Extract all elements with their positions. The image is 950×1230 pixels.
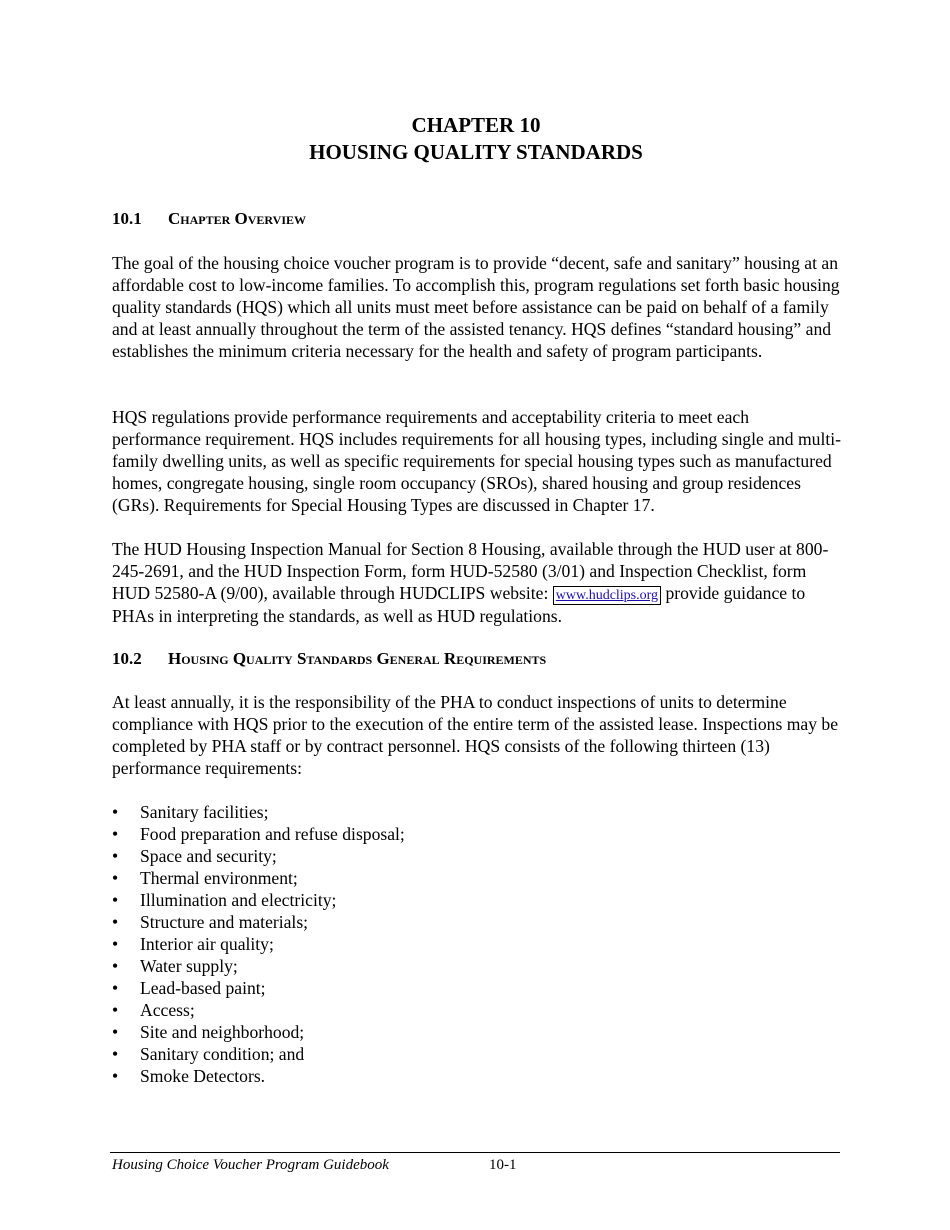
requirements-intro-paragraph: At least annually, it is the responsibility of the PHA to conduct inspections of units to determine compliance with HQS prior to the execution of the entire term of the assisted lease. Inspections may be completed by PHA staff or by contract personnel. HQS consists of the following thirteen (13) performance requirements: (112, 692, 839, 778)
bullet-icon: • (112, 1000, 119, 1020)
section-number: 10.2 (112, 649, 142, 668)
bullet-icon: • (112, 912, 119, 932)
paragraph-text: provide guidance to PHAs in interpreting the standards, as well as HUD regulations. (112, 583, 806, 626)
list-item: • Sanitary facilities; (112, 802, 269, 822)
bullet-icon: • (112, 934, 119, 954)
list-item: • Lead-based paint; (112, 978, 266, 998)
bullet-icon: • (112, 1066, 119, 1086)
footer-divider (110, 1152, 840, 1153)
bullet-icon: • (112, 846, 119, 866)
bullet-icon: • (112, 802, 119, 822)
bullet-icon: • (112, 824, 119, 844)
footer-guidebook-title: Housing Choice Voucher Program Guidebook (112, 1157, 389, 1173)
list-item: • Smoke Detectors. (112, 1066, 266, 1086)
section-heading-10-1 (112, 208, 306, 230)
list-item: • Water supply; (112, 956, 238, 976)
section-title: Chapter Overview (168, 209, 307, 228)
list-item: • Thermal environment; (112, 868, 298, 888)
bullet-icon: • (112, 890, 119, 910)
bullet-icon: • (112, 868, 119, 888)
chapter-heading (112, 112, 840, 166)
list-item: • Space and security; (112, 846, 277, 866)
requirements-list (112, 801, 405, 1087)
list-item: • Site and neighborhood; (112, 1022, 305, 1042)
section-title: Housing Quality Standards General Requirements (168, 649, 547, 668)
bullet-icon: • (112, 1044, 119, 1064)
overview-paragraph-1: The goal of the housing choice voucher program is to provide “decent, safe and sanitary” housing at an affordable cost to low-income families. To accomplish this, program regulations set forth basic housing quality standards (HQS) which all units must meet before assistance can be paid on behalf of a family and at least annually throughout the term of the assisted tenancy. HQS defines “standard housing” and establishes the minimum criteria necessary for the health and safety of program participants. (112, 253, 840, 361)
overview-paragraph-3 (112, 538, 842, 627)
overview-paragraph-2: HQS regulations provide performance requirements and acceptability criteria to meet each performance requirement. HQS includes requirements for all housing types, including single and multi-family dwelling units, as well as specific requirements for special housing types such as manufactured homes, congregate housing, single room occupancy (SROs), shared housing and group residences (GRs). Requirements for Special Housing Types are discussed in Chapter 17. (112, 407, 841, 515)
list-item: • Structure and materials; (112, 912, 309, 932)
section-number: 10.1 (112, 209, 142, 228)
paragraph-text: The HUD Housing Inspection Manual for Section 8 Housing, available through the HUD user at 800-245-2691, and the HUD Inspection Form, form HUD-52580 (3/01) and Inspection Checklist, form HUD 52580-A (9/00), available through HUDCLIPS website: (112, 539, 829, 603)
bullet-icon: • (112, 978, 119, 998)
footer-page-number: 10-1 (489, 1157, 517, 1173)
chapter-number: CHAPTER 10 (411, 113, 541, 137)
chapter-title: HOUSING QUALITY STANDARDS (309, 140, 643, 164)
hudclips-link[interactable]: www.hudclips.org (553, 586, 661, 605)
bullet-icon: • (112, 1022, 119, 1042)
list-item: • Illumination and electricity; (112, 890, 337, 910)
list-item: • Sanitary condition; and (112, 1044, 305, 1064)
list-item: • Food preparation and refuse disposal; (112, 824, 405, 844)
list-item: • Interior air quality; (112, 934, 274, 954)
section-heading-10-2 (112, 648, 546, 670)
bullet-icon: • (112, 956, 119, 976)
list-item: • Access; (112, 1000, 195, 1020)
